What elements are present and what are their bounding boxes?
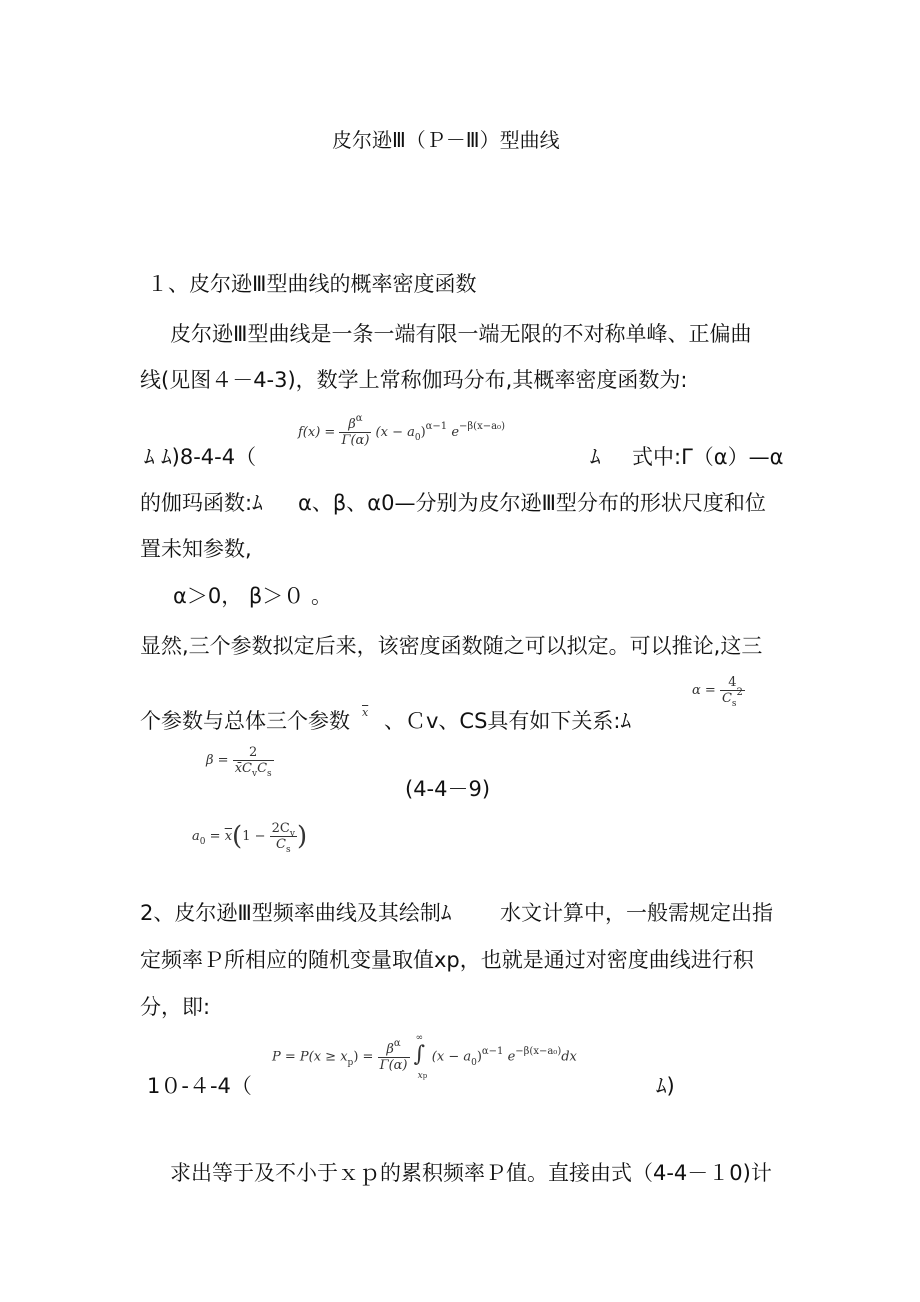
a0-one: 1 − <box>242 829 266 844</box>
paragraph-line: 定频率Ｐ所相应的随机变量取值xp，也就是通过对密度曲线进行积 <box>140 948 754 972</box>
xbar-symbol: $\overline{x}$ <box>362 706 369 719</box>
density-lhs: f(x) = <box>298 425 336 440</box>
equation-label-10: 1０-４-4（ <box>147 1074 252 1098</box>
section-heading-1: １、皮尔逊Ⅲ型曲线的概率密度函数 <box>147 272 477 296</box>
a0-den: C <box>275 837 286 852</box>
alpha-lhs: α = <box>692 683 716 698</box>
prob-num-exp: α <box>393 1037 401 1049</box>
prob-body: (x − a <box>431 1049 472 1065</box>
density-exp2: −β(x−a₀) <box>459 421 505 432</box>
glyph-marker: ﾑ <box>590 445 601 469</box>
a0-lhs: a <box>192 829 200 844</box>
a0-num-sub: v <box>289 829 295 839</box>
alpha-den: C <box>721 691 732 706</box>
integral-upper: ∞ <box>415 1033 424 1043</box>
beta-den: x̄C <box>234 761 252 776</box>
paragraph-line: 皮尔逊Ⅲ型曲线是一条一端有限一端无限的不对称单峰、正偏曲 <box>170 322 752 346</box>
a0-formula <box>192 821 308 855</box>
beta-lhs: β = <box>206 753 229 768</box>
beta-formula <box>206 745 274 779</box>
prob-dx: dx <box>561 1049 577 1065</box>
prob-exp1: α−1 <box>481 1045 504 1057</box>
prob-den: Γ(α) <box>379 1057 408 1073</box>
density-body-sub: 0 <box>414 433 421 443</box>
paragraph-line: 线(见图４－4-3)，数学上常称伽玛分布,其概率密度函数为: <box>140 368 688 392</box>
prob-lhs-close: ) = <box>353 1049 374 1065</box>
paragraph-line: 、Ｃv、CS具有如下关系:ﾑ <box>384 709 631 733</box>
a0-xbar: $\overline{x}$ <box>224 829 233 844</box>
prob-body-close: ) <box>476 1049 482 1065</box>
density-den: Γ(α) <box>341 433 370 448</box>
density-body-close: ) <box>420 425 426 440</box>
probability-formula <box>272 1033 577 1081</box>
alpha-den-exp: 2 <box>736 687 743 698</box>
paragraph-line: 显然,三个参数拟定后来，该密度函数随之可以拟定。可以推论,这三 <box>140 634 763 658</box>
a0-lhs-sub: 0 <box>199 837 206 847</box>
paragraph-line: 个参数与总体三个参数 <box>140 709 350 733</box>
alpha-fraction <box>720 675 745 709</box>
a0-eq: = <box>209 829 221 844</box>
equation-label-8: ﾑ ﾑ)8-4-4（ <box>144 445 257 469</box>
density-num-exp: α <box>355 413 363 424</box>
paragraph-line: 式中:Γ（α）—α <box>632 445 784 469</box>
section-heading-2: 2、皮尔逊Ⅲ型频率曲线及其绘制ﾑ <box>140 901 452 925</box>
paragraph-line: 置未知参数, <box>140 537 252 561</box>
density-body: (x − a <box>375 425 415 440</box>
a0-close: ) <box>296 821 308 852</box>
paragraph-line: α、β、α0—分别为皮尔逊Ⅲ型分布的形状尺度和位 <box>298 491 766 515</box>
paragraph-line: 求出等于及不小于ｘｐ的累积频率Ｐ值。直接由式（4-4－１0)计 <box>170 1161 772 1185</box>
prob-lhs: P = P(x ≥ x <box>272 1049 348 1065</box>
alpha-num: 4 <box>720 676 745 691</box>
beta-fraction <box>233 745 274 779</box>
a0-fraction <box>270 821 297 855</box>
alpha-den-sub: s <box>731 699 737 709</box>
prob-lhs-sub: p <box>347 1057 354 1068</box>
beta-den-sub1: v <box>251 769 258 779</box>
prob-fraction <box>378 1037 410 1073</box>
equation-label-10-close: ﾑ) <box>656 1074 675 1098</box>
beta-num: 2 <box>233 746 274 761</box>
integral-symbol: ∫ <box>413 1042 426 1067</box>
integral-lower-sub: p <box>422 1072 428 1080</box>
alpha-formula <box>692 675 745 709</box>
density-num: β <box>348 417 356 432</box>
prob-exp2: −β(x−a₀) <box>515 1045 562 1057</box>
paragraph-line: 的伽玛函数:ﾑ <box>140 491 263 515</box>
prob-e: e <box>507 1049 516 1065</box>
paragraph-line: 分，即: <box>140 995 211 1019</box>
prob-num: β <box>386 1041 394 1057</box>
a0-num: 2C <box>271 821 290 836</box>
integral-lower <box>418 1072 428 1081</box>
integral-lower-var: x <box>417 1071 423 1081</box>
paragraph-line: 水文计算中，一般需规定出指 <box>500 901 773 925</box>
parameter-constraints: α＞0， β＞０ 。 <box>173 584 332 608</box>
density-e: e <box>451 425 460 440</box>
prob-body-sub: 0 <box>471 1057 477 1068</box>
density-exp1: α−1 <box>425 421 448 432</box>
a0-den-sub: s <box>285 845 291 855</box>
beta-den-sub2: s <box>267 769 272 779</box>
equation-label-9: (4-4－9) <box>405 777 491 801</box>
page-title: 皮尔逊Ⅲ（Ｐ－Ⅲ）型曲线 <box>332 128 560 152</box>
density-formula <box>298 413 505 448</box>
integral-sign <box>413 1033 428 1081</box>
a0-open: ( <box>232 821 243 852</box>
beta-den-mid: C <box>257 761 268 776</box>
density-fraction <box>339 413 371 448</box>
